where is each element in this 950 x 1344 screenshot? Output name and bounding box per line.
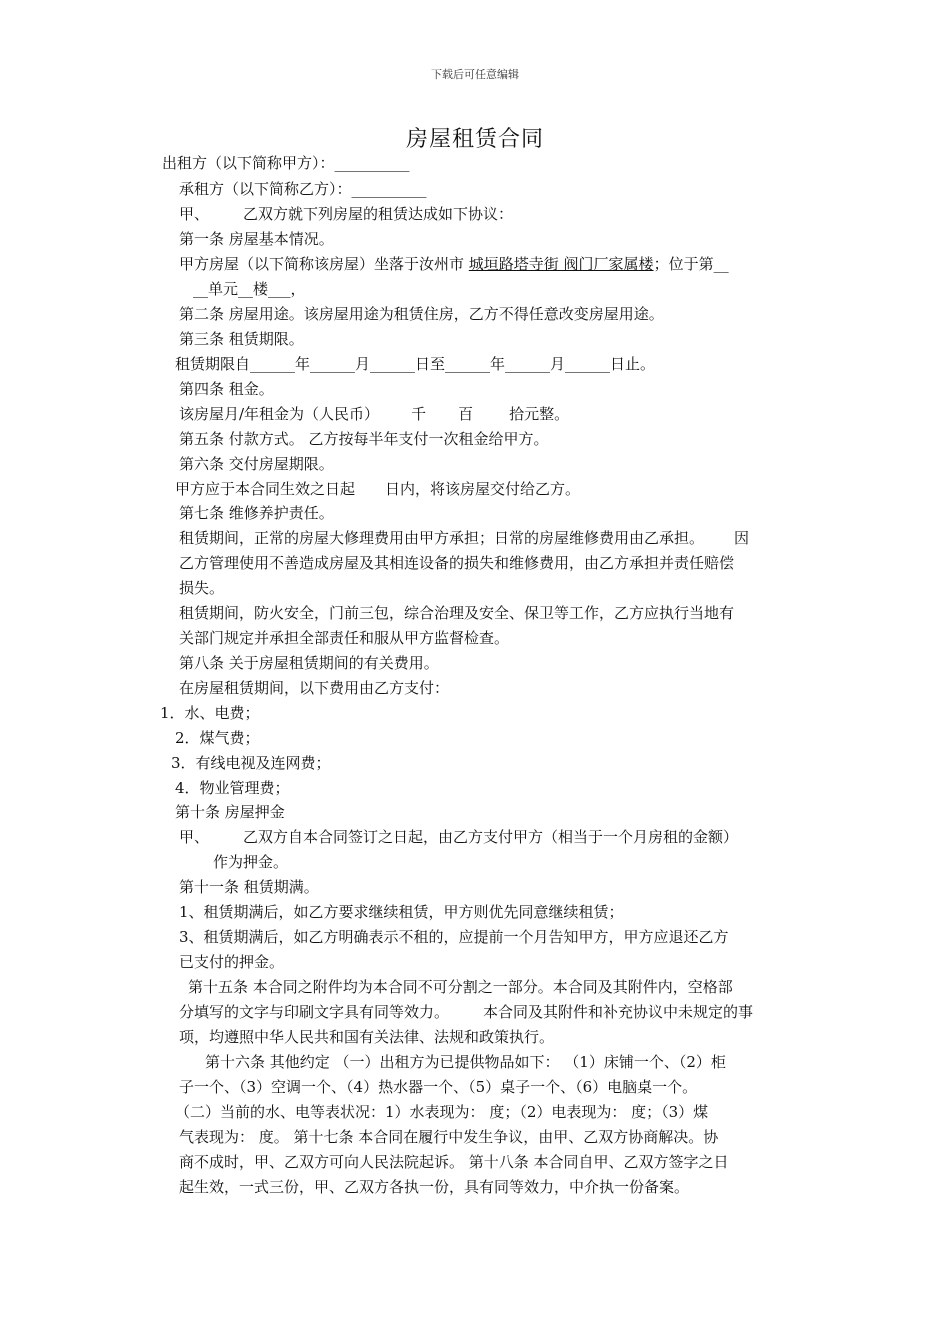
article-7-heading: 第七条 维修养护责任。 bbox=[179, 504, 334, 522]
article-10-heading: 第十条 房屋押金 bbox=[175, 803, 285, 821]
deposit-text: 乙双方自本合同签订之日起，由乙方支付甲方（相当于一个月房租的金额） bbox=[243, 828, 739, 846]
article-16-line-2: 子一个、（3）空调一个、（4）热水器一个、（5）桌子一个、（6）电脑桌一个。 bbox=[179, 1078, 698, 1096]
article-15-line-1: 第十五条 本合同之附件均为本合同不可分割之一部分。本合同及其附件内，空格部 bbox=[188, 978, 733, 996]
article-17-line-1: 气表现为： 度。 第十七条 本合同在履行中发生争议，由甲、乙双方协商解决。协 bbox=[179, 1128, 719, 1146]
maintenance-text-tail: 因 bbox=[734, 529, 750, 547]
property-address: 城垣路塔寺街 阀门厂家属楼 bbox=[468, 255, 654, 273]
expiry-item-3-line-1: 3、租赁期满后，如乙方明确表示不租的，应提前一个月告知甲方，甲方应退还乙方 bbox=[179, 928, 729, 946]
property-location-line bbox=[179, 254, 729, 274]
article-15-text-b: 本合同及其附件和补充协议中未规定的事 bbox=[483, 1003, 754, 1021]
article-4-heading: 第四条 租金。 bbox=[179, 380, 274, 398]
rent-amount-line bbox=[179, 404, 569, 424]
property-unit-line: __单元__楼___， bbox=[193, 280, 306, 298]
deposit-line-1 bbox=[179, 827, 738, 847]
article-18-line: 起生效，一式三份，甲、乙双方各执一份，具有同等效力，中介执一份备案。 bbox=[179, 1178, 690, 1196]
agreement-intro-text: 乙双方就下列房屋的租赁达成如下协议： bbox=[243, 205, 514, 223]
rent-ten: 拾元整。 bbox=[509, 405, 570, 423]
rent-thousand: 千 bbox=[411, 405, 427, 423]
fee-item-1: 1．水、电费； bbox=[160, 704, 260, 722]
article-17-line-2: 商不成时，甲、乙双方可向人民法院起诉。 第十八条 本合同自甲、乙双方签字之日 bbox=[179, 1153, 729, 1171]
article-5-line: 第五条 付款方式。 乙方按每半年支付一次租金给甲方。 bbox=[179, 430, 549, 448]
lease-term-line: 租赁期限自______年______月______日至______年______月______日止。 bbox=[175, 355, 656, 373]
party-a-label: 甲、 bbox=[179, 205, 210, 223]
delivery-term-prefix: 甲方应于本合同生效之日起 bbox=[175, 480, 356, 498]
expiry-item-1: 1、租赁期满后，如乙方要求继续租赁，甲方则优先同意继续租赁； bbox=[179, 903, 624, 921]
deposit-line-2: 作为押金。 bbox=[213, 853, 289, 871]
fee-item-3: 3．有线电视及连网费； bbox=[171, 754, 331, 772]
property-location-suffix: ；位于第__ bbox=[653, 255, 729, 273]
fees-intro: 在房屋租赁期间，以下费用由乙方支付： bbox=[179, 679, 450, 697]
delivery-term-line bbox=[175, 479, 580, 499]
maintenance-line-2: 乙方管理使用不善造成房屋及其相连设备的损失和维修费用，由乙方承担并责任赔偿 bbox=[179, 554, 735, 572]
document-title: 房屋租赁合同 bbox=[405, 127, 544, 152]
article-6-heading: 第六条 交付房屋期限。 bbox=[179, 455, 334, 473]
lessee-line: 承租方（以下简称乙方）：__________ bbox=[179, 180, 427, 198]
rent-hundred: 百 bbox=[458, 405, 474, 423]
safety-line-2: 关部门规定并承担全部责任和服从甲方监督检查。 bbox=[179, 629, 510, 647]
article-16-line-1: 第十六条 其他约定 （一）出租方为已提供物品如下： （1）床铺一个、（2）柜 bbox=[205, 1053, 726, 1071]
article-15-text-a: 分填写的文字与印刷文字具有同等效力。 bbox=[179, 1003, 450, 1021]
article-15-line-3: 项，均遵照中华人民共和国有关法律、法规和政策执行。 bbox=[179, 1028, 555, 1046]
safety-line-1: 租赁期间，防火安全，门前三包，综合治理及安全、保卫等工作，乙方应执行当地有 bbox=[179, 604, 735, 622]
article-15-line-2 bbox=[179, 1002, 753, 1022]
maintenance-line-3: 损失。 bbox=[179, 579, 225, 597]
maintenance-line-1 bbox=[179, 528, 749, 548]
maintenance-text: 租赁期间，正常的房屋大修理费用由甲方承担；日常的房屋维修费用由乙承担。 bbox=[179, 529, 705, 547]
fee-item-4: 4．物业管理费； bbox=[175, 779, 290, 797]
article-1-heading: 第一条 房屋基本情况。 bbox=[179, 230, 334, 248]
agreement-intro bbox=[179, 204, 513, 224]
expiry-item-3-line-2: 已支付的押金。 bbox=[179, 953, 285, 971]
article-2-line: 第二条 房屋用途。该房屋用途为租赁住房，乙方不得任意改变房屋用途。 bbox=[179, 305, 664, 323]
deposit-party-label: 甲、 bbox=[179, 828, 210, 846]
article-8-heading: 第八条 关于房屋租赁期间的有关费用。 bbox=[179, 654, 439, 672]
property-location-prefix: 甲方房屋（以下简称该房屋）坐落于汝州市 bbox=[179, 255, 469, 273]
rent-amount-label: 该房屋月/年租金为（人民币） bbox=[179, 405, 380, 423]
fee-item-2: 2．煤气费； bbox=[175, 729, 260, 747]
article-16-line-3: （二）当前的水、电等表状况：1）水表现为： 度；（2）电表现为： 度；（3）煤 bbox=[175, 1103, 709, 1121]
delivery-term-suffix: 日内，将该房屋交付给乙方。 bbox=[385, 480, 581, 498]
header-note: 下载后可任意编辑 bbox=[431, 68, 519, 81]
lessor-line: 出租方（以下简称甲方）：__________ bbox=[162, 154, 410, 172]
article-11-heading: 第十一条 租赁期满。 bbox=[179, 878, 319, 896]
article-3-heading: 第三条 租赁期限。 bbox=[179, 330, 304, 348]
